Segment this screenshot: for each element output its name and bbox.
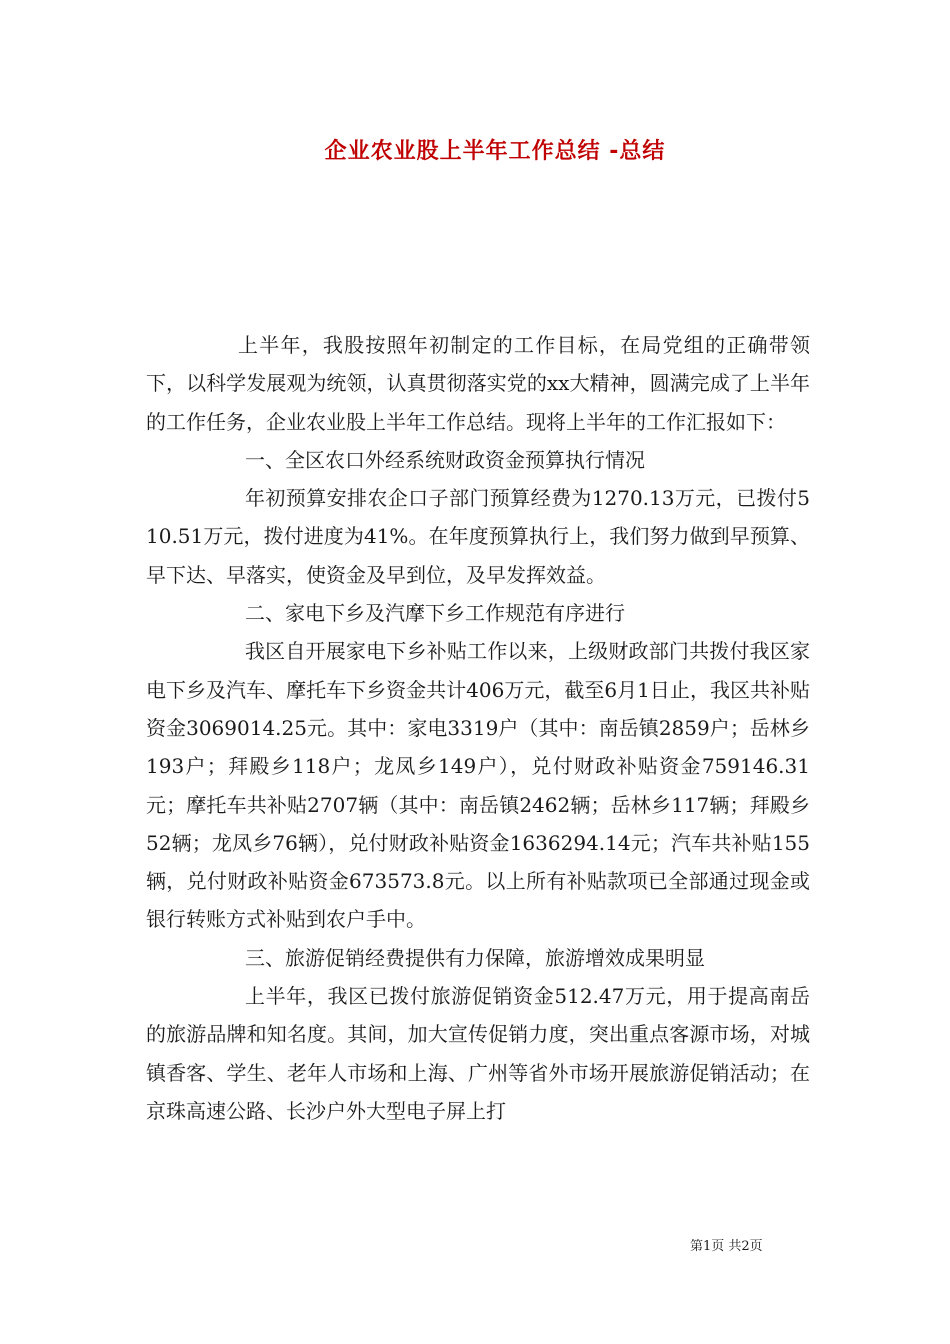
document-body: [146, 326, 810, 1130]
section-body-2: 我区自开展家电下乡补贴工作以来，上级财政部门共拨付我区家电下乡及汽车、摩托车下乡资金共计406万元，截至6月1日止，我区共补贴资金3069014.25元。其中：家电3319户（其中：南岳镇2859户；岳林乡193户；拜殿乡118户；龙凤乡149户），兑付财政补贴资金759146.31元；摩托车共补贴2707辆（其中：南岳镇2462辆；岳林乡117辆；拜殿乡52辆；龙凤乡76辆），兑付财政补贴资金1636294.14元；汽车共补贴155辆，兑付财政补贴资金673573.8元。以上所有补贴款项已全部通过现金或银行转账方式补贴到农户手中。: [146, 639, 810, 932]
document-title: 企业农业股上半年工作总结 -总结: [324, 139, 666, 164]
section-heading-3: 三、旅游促销经费提供有力保障，旅游增效成果明显: [245, 945, 705, 970]
section-heading-1: 一、全区农口外经系统财政资金预算执行情况: [245, 447, 645, 472]
section-heading-2: 二、家电下乡及汽摩下乡工作规范有序进行: [245, 601, 625, 626]
section-body-3: 上半年，我区已拨付旅游促销资金512.47万元，用于提高南岳的旅游品牌和知名度。其间，加大宣传促销力度，突出重点客源市场，对城镇香客、学生、老年人市场和上海、广州等省外市场开展旅游促销活动；在京珠高速公路、长沙户外大型电子屏上打: [146, 984, 810, 1123]
section-body-1: 年初预算安排农企口子部门预算经费为1270.13万元，已拨付510.51万元，拨付进度为41%。在年度预算执行上，我们努力做到早预算、早下达、早落实，使资金及早到位，及早发挥效益。: [146, 486, 810, 587]
page-number: 第1页 共2页: [690, 1239, 763, 1254]
intro-paragraph: 上半年，我股按照年初制定的工作目标，在局党组的正确带领下，以科学发展观为统领，认真贯彻落实党的xx大精神，圆满完成了上半年的工作任务，企业农业股上半年工作总结。现将上半年的工作汇报如下：: [146, 333, 810, 434]
